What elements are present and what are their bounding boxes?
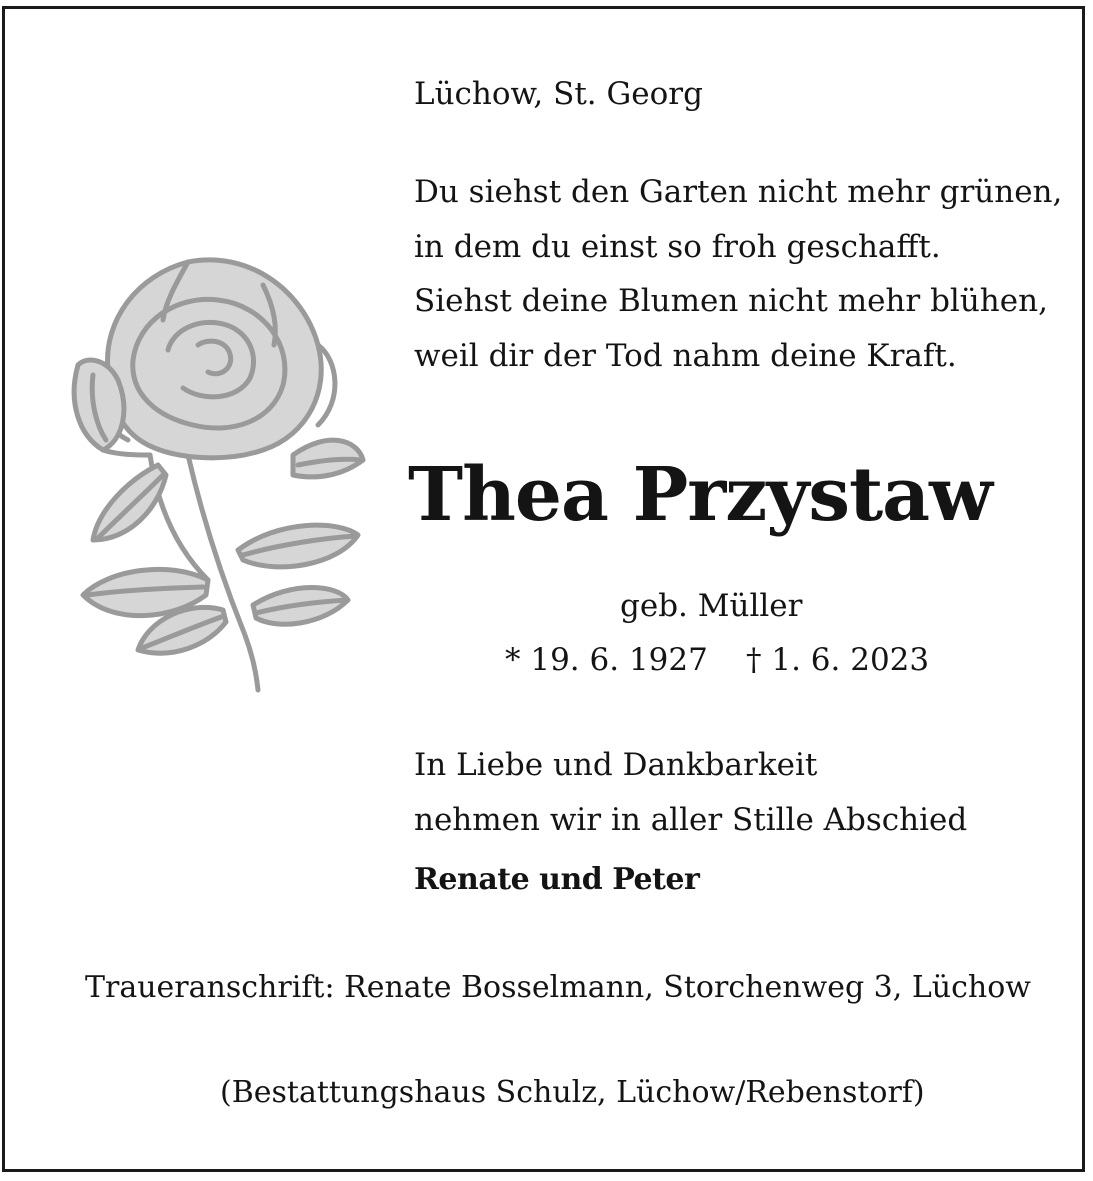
poem-line: Siehst deine Blumen nicht mehr blühen, — [414, 283, 1048, 319]
location: Lüchow, St. Georg — [414, 76, 703, 112]
farewell-text — [414, 738, 967, 847]
poem-line: weil dir der Tod nahm deine Kraft. — [414, 337, 957, 374]
poem-line: Du siehst den Garten nicht mehr grünen, — [414, 174, 1063, 210]
maiden-name: geb. Müller — [620, 588, 803, 624]
family-signature: Renate und Peter — [414, 862, 700, 897]
undertaker: (Bestattungshaus Schulz, Lüchow/Rebenstorf) — [220, 1075, 925, 1110]
farewell-line: In Liebe und Dankbarkeit — [414, 747, 818, 783]
poem — [414, 165, 1062, 383]
rose-icon — [38, 250, 368, 695]
mourning-address: Traueranschrift: Renate Bosselmann, Storchenweg 3, Lüchow — [85, 970, 1031, 1005]
deceased-name: Thea Przystaw — [408, 452, 992, 538]
farewell-line: nehmen wir in aller Stille Abschied — [414, 801, 968, 838]
death-date: † 1. 6. 2023 — [746, 642, 930, 678]
birth-date: * 19. 6. 1927 — [505, 642, 708, 678]
poem-line: in dem du einst so froh geschafft. — [414, 228, 941, 265]
